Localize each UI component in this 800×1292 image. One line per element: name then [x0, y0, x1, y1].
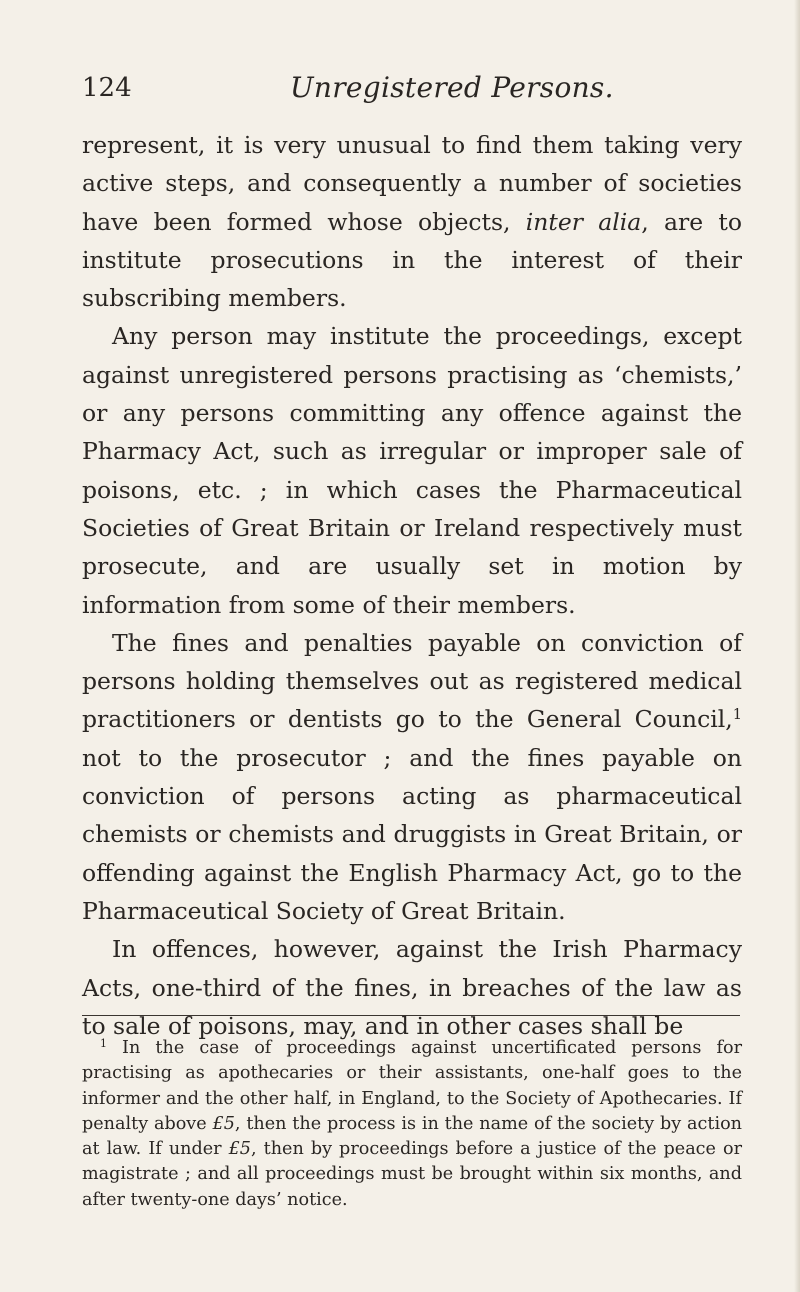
- page-header: [82, 68, 742, 108]
- paragraph-2: Any person may institute the proceedings, except against unregistered persons practising as ‘chemists,’ or any persons committing any offence against the Pharmacy Act, such as irregular or improper sale of poisons, etc. ; in which cases the Pharmaceutical Societies of Great Britain or Ireland respectively must prosecute, and are usually set in motion by information from some of their members.: [82, 322, 742, 619]
- footnotes: [82, 1036, 742, 1213]
- page-number: 124: [82, 73, 132, 103]
- footnote-rule: [82, 1015, 740, 1016]
- body-text: [82, 126, 742, 1045]
- footnote-amount-2: £5: [228, 1139, 251, 1160]
- paragraph-1-text-b: , are to institute prosecutions in the interest of their subscribing members.: [82, 207, 743, 313]
- paragraph-1-text-a: represent, it is very unusual to find them taking very active steps, and consequently a number of societies have been formed whose objects,: [82, 131, 742, 236]
- page-edge-shadow: [794, 0, 800, 1292]
- running-title: Unregistered Persons.: [290, 71, 614, 104]
- paragraph-4: In offences, however, against the Irish Pharmacy Acts, one-third of the fines, in breaches of the law as to sale of poisons, may, and in other cases shall be: [82, 935, 742, 1040]
- footnote-amount-1: £5: [212, 1113, 235, 1134]
- footnote-1: [82, 1036, 742, 1213]
- paragraph-3: [82, 624, 742, 930]
- footnote-text-c: , then by proceedings before a justice of the peace or magistrate ; and all proceedings must be brought within six months, and after twenty-one days’ notice.: [82, 1139, 742, 1210]
- footnote-reference: 1: [732, 706, 742, 724]
- footnote-text-b: , then the process is in the name of the society by action at law. If under: [82, 1113, 742, 1160]
- paragraph-1: [82, 126, 742, 317]
- paragraph-3-text-b: not to the prosecutor ; and the fines payable on conviction of persons acting as pharmaceutical chemists or chemists and druggists in Great Britain, or offending against the English Pharmacy Act, go to the Pharmaceutical Society of Great Britain.: [82, 743, 742, 925]
- footnote-marker: 1: [100, 1037, 107, 1050]
- latin-phrase: inter alia: [525, 207, 642, 236]
- paragraph-3-text-a: The fines and penalties payable on conviction of persons holding themselves out as registered medical practitioners or dentists go to the General Council,: [82, 628, 742, 734]
- footnote-text-a: In the case of proceedings against uncertificated persons for practising as apothecaries or their assistants, one-half goes to the informer and the other half, in England, to the Society of Apothecaries. If penalty above: [82, 1038, 742, 1134]
